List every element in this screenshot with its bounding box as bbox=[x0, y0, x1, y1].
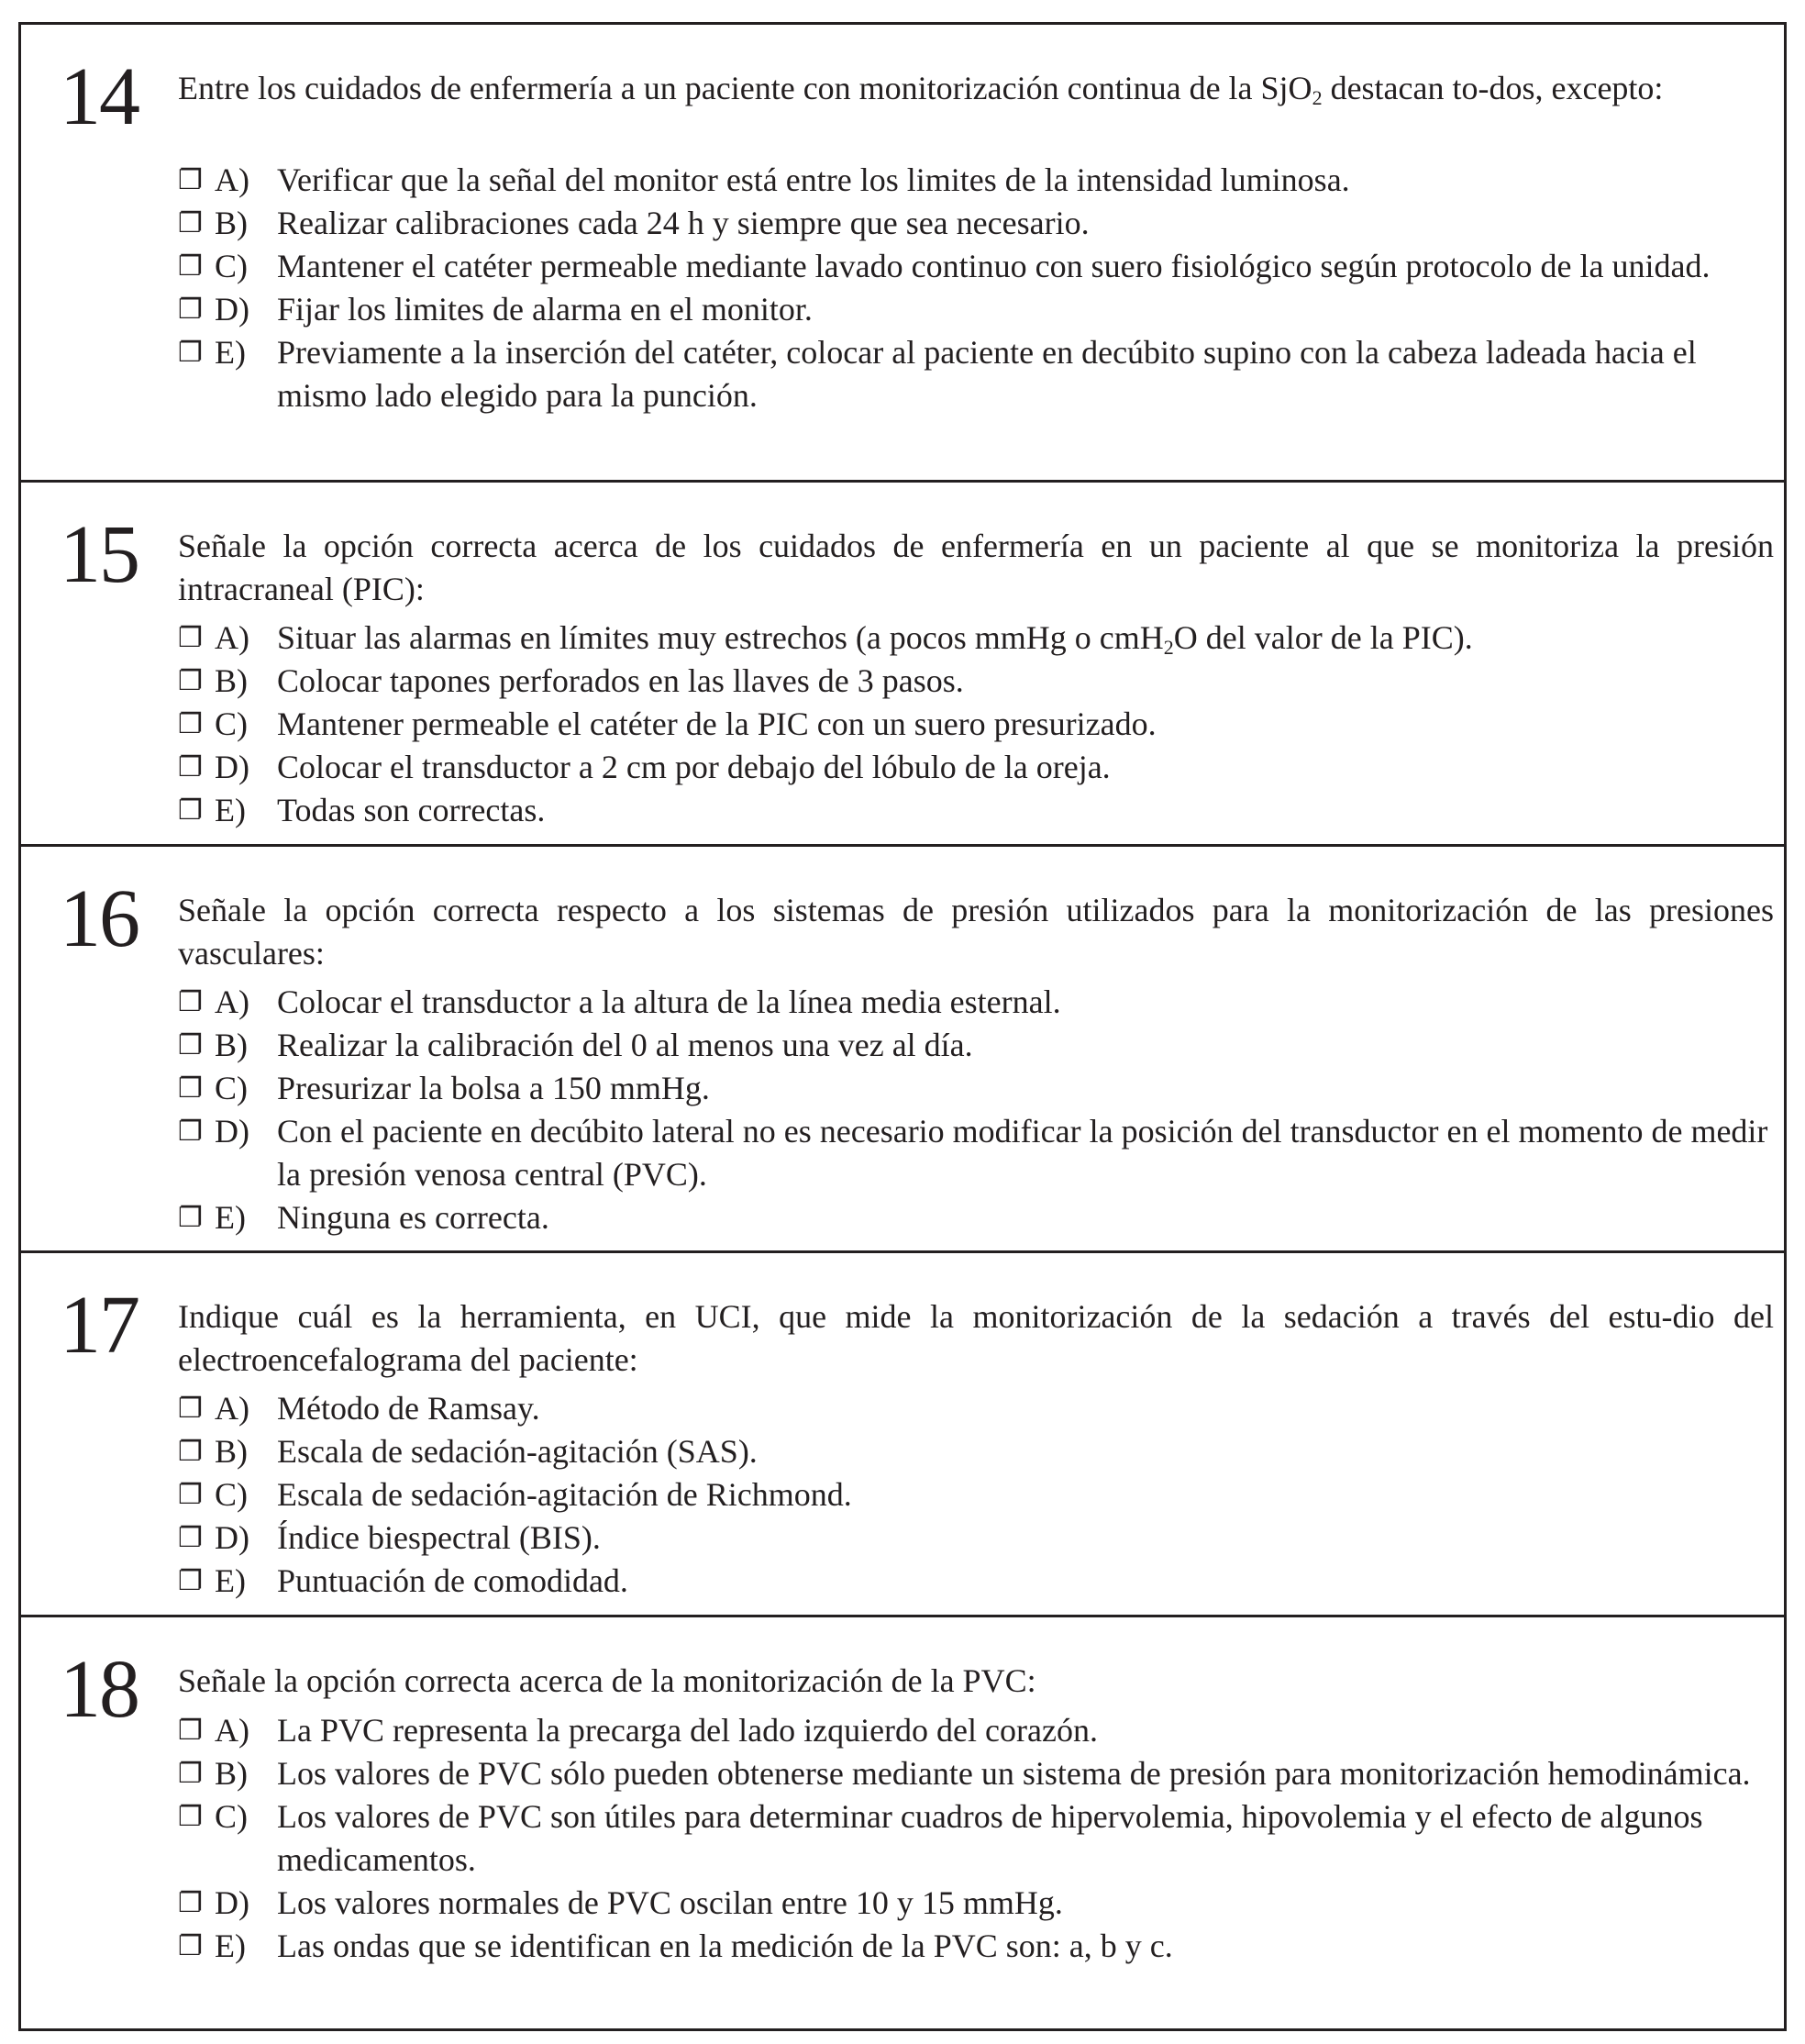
option-text: Realizar la calibración del 0 al menos una vez al día. bbox=[277, 1027, 973, 1063]
checkbox-icon[interactable]: ❐ bbox=[178, 1715, 203, 1747]
option-a[interactable] bbox=[178, 617, 1774, 660]
checkbox-icon[interactable]: ❐ bbox=[178, 622, 203, 654]
checkbox-icon[interactable]: ❐ bbox=[178, 751, 203, 783]
question-number: 15 bbox=[60, 509, 138, 600]
option-letter: C) bbox=[215, 1798, 248, 1835]
option-text: Los valores de PVC son útiles para determinar cuadros de hipervolemia, hipovolemia y el efecto de algunos medicamentos. bbox=[277, 1798, 1703, 1878]
checkbox-icon[interactable]: ❐ bbox=[178, 665, 203, 697]
option-letter: A) bbox=[215, 1712, 249, 1749]
option-text: Verificar que la señal del monitor está entre los limites de la intensidad luminosa. bbox=[277, 161, 1350, 198]
option-c[interactable] bbox=[178, 1067, 1774, 1110]
option-text: Los valores de PVC sólo pueden obtenerse mediante un sistema de presión para monitorización hemodinámica. bbox=[277, 1755, 1751, 1792]
options-list bbox=[178, 617, 1774, 832]
checkbox-icon[interactable]: ❐ bbox=[178, 1072, 203, 1105]
option-text: Presurizar la bolsa a 150 mmHg. bbox=[277, 1070, 710, 1106]
option-e[interactable] bbox=[178, 1925, 1774, 1968]
question-sheet bbox=[18, 22, 1787, 2031]
option-a[interactable] bbox=[178, 1387, 1774, 1430]
option-b[interactable] bbox=[178, 660, 1774, 703]
option-letter: A) bbox=[215, 619, 249, 656]
option-text: Fijar los limites de alarma en el monitor. bbox=[277, 291, 813, 328]
option-letter: C) bbox=[215, 1070, 248, 1106]
question-18 bbox=[21, 1617, 1784, 2028]
option-b[interactable] bbox=[178, 1024, 1774, 1067]
option-text: Realizar calibraciones cada 24 h y siempre que sea necesario. bbox=[277, 205, 1090, 241]
option-text: Método de Ramsay. bbox=[277, 1390, 540, 1427]
checkbox-icon[interactable]: ❐ bbox=[178, 294, 203, 326]
option-letter: D) bbox=[215, 1884, 249, 1921]
checkbox-icon[interactable]: ❐ bbox=[178, 164, 203, 196]
checkbox-icon[interactable]: ❐ bbox=[178, 1887, 203, 1919]
question-number: 14 bbox=[60, 51, 138, 142]
option-letter: B) bbox=[215, 1755, 248, 1792]
option-subscript: 2 bbox=[1163, 636, 1174, 659]
option-letter: B) bbox=[215, 1027, 248, 1063]
option-text: Escala de sedación-agitación (SAS). bbox=[277, 1433, 758, 1470]
checkbox-icon[interactable]: ❐ bbox=[178, 1479, 203, 1511]
question-number: 17 bbox=[60, 1280, 138, 1371]
option-b[interactable] bbox=[178, 1430, 1774, 1473]
checkbox-icon[interactable]: ❐ bbox=[178, 1202, 203, 1234]
checkbox-icon[interactable]: ❐ bbox=[178, 1930, 203, 1962]
checkbox-icon[interactable]: ❐ bbox=[178, 1565, 203, 1597]
options-list bbox=[178, 159, 1774, 417]
checkbox-icon[interactable]: ❐ bbox=[178, 1801, 203, 1833]
option-c[interactable] bbox=[178, 1795, 1774, 1882]
option-text: Con el paciente en decúbito lateral no es necesario modificar la posición del transductor en el momento de medir la presión venosa central (PVC). bbox=[277, 1113, 1768, 1193]
checkbox-icon[interactable]: ❐ bbox=[178, 1758, 203, 1790]
option-letter: A) bbox=[215, 161, 249, 198]
option-letter: B) bbox=[215, 662, 248, 699]
option-letter: E) bbox=[215, 334, 246, 371]
option-letter: E) bbox=[215, 1562, 246, 1599]
options-list bbox=[178, 1387, 1774, 1603]
option-b[interactable] bbox=[178, 202, 1774, 245]
option-text: Las ondas que se identifican en la medición de la PVC son: a, b y c. bbox=[277, 1927, 1173, 1964]
option-e[interactable] bbox=[178, 789, 1774, 832]
options-list bbox=[178, 1709, 1774, 1968]
option-letter: C) bbox=[215, 1476, 248, 1513]
option-text: Índice biespectral (BIS). bbox=[277, 1519, 601, 1556]
checkbox-icon[interactable]: ❐ bbox=[178, 986, 203, 1018]
option-text: Colocar tapones perforados en las llaves de 3 pasos. bbox=[277, 662, 964, 699]
question-stem bbox=[178, 67, 1774, 110]
option-text-end: O del valor de la PIC). bbox=[1173, 619, 1473, 656]
checkbox-icon[interactable]: ❐ bbox=[178, 1522, 203, 1554]
option-text: Escala de sedación-agitación de Richmond. bbox=[277, 1476, 852, 1513]
checkbox-icon[interactable]: ❐ bbox=[178, 794, 203, 827]
option-text: Todas son correctas. bbox=[277, 792, 546, 828]
option-letter: A) bbox=[215, 1390, 249, 1427]
option-letter: C) bbox=[215, 705, 248, 742]
option-letter: D) bbox=[215, 1519, 249, 1556]
option-text: Puntuación de comodidad. bbox=[277, 1562, 628, 1599]
option-letter: E) bbox=[215, 792, 246, 828]
option-text: La PVC representa la precarga del lado izquierdo del corazón. bbox=[277, 1712, 1098, 1749]
question-16 bbox=[21, 847, 1784, 1253]
option-text bbox=[277, 617, 1774, 660]
option-a[interactable] bbox=[178, 1709, 1774, 1752]
option-letter: E) bbox=[215, 1927, 246, 1964]
option-c[interactable] bbox=[178, 703, 1774, 746]
option-c[interactable] bbox=[178, 245, 1774, 288]
option-b[interactable] bbox=[178, 1752, 1774, 1795]
question-14 bbox=[21, 25, 1784, 483]
option-a[interactable] bbox=[178, 159, 1774, 202]
option-d[interactable] bbox=[178, 1110, 1774, 1196]
checkbox-icon[interactable]: ❐ bbox=[178, 207, 203, 239]
checkbox-icon[interactable]: ❐ bbox=[178, 337, 203, 369]
question-stem: Señale la opción correcta acerca de la monitorización de la PVC: bbox=[178, 1662, 1036, 1699]
checkbox-icon[interactable]: ❐ bbox=[178, 1436, 203, 1468]
stem-text: Entre los cuidados de enfermería a un paciente con monitorización continua de la SjO bbox=[178, 70, 1312, 106]
option-text: Colocar el transductor a la altura de la línea media esternal. bbox=[277, 983, 1061, 1020]
option-e[interactable] bbox=[178, 1196, 1774, 1239]
question-stem: Señale la opción correcta acerca de los cuidados de enfermería en un paciente al que se monitoriza la presión intracraneal (PIC): bbox=[178, 528, 1774, 607]
option-letter: B) bbox=[215, 1433, 248, 1470]
option-letter: C) bbox=[215, 248, 248, 284]
option-d[interactable] bbox=[178, 288, 1774, 331]
option-letter: D) bbox=[215, 1113, 249, 1150]
checkbox-icon[interactable]: ❐ bbox=[178, 1116, 203, 1148]
option-text: Ninguna es correcta. bbox=[277, 1199, 549, 1236]
stem-text-continued: destacan to-dos, excepto: bbox=[1322, 70, 1664, 106]
question-number: 16 bbox=[60, 873, 138, 964]
stem-subscript: 2 bbox=[1312, 86, 1323, 109]
option-e[interactable] bbox=[178, 1560, 1774, 1603]
option-letter: A) bbox=[215, 983, 249, 1020]
option-letter: D) bbox=[215, 291, 249, 328]
option-e[interactable] bbox=[178, 331, 1774, 417]
question-stem: Indique cuál es la herramienta, en UCI, que mide la monitorización de la sedación a través del estu-dio del electroencefalograma del paciente: bbox=[178, 1298, 1774, 1378]
checkbox-icon[interactable]: ❐ bbox=[178, 250, 203, 283]
option-text: Previamente a la inserción del catéter, colocar al paciente en decúbito supino con la cabeza ladeada hacia el mismo lado elegido para la punción. bbox=[277, 334, 1697, 414]
option-letter: D) bbox=[215, 749, 249, 785]
option-letter: B) bbox=[215, 205, 248, 241]
option-text: Colocar el transductor a 2 cm por debajo del lóbulo de la oreja. bbox=[277, 749, 1111, 785]
option-a[interactable] bbox=[178, 981, 1774, 1024]
option-text-start: Situar las alarmas en límites muy estrechos (a pocos mmHg o cmH bbox=[277, 619, 1164, 656]
option-d[interactable] bbox=[178, 746, 1774, 789]
option-text: Mantener el catéter permeable mediante lavado continuo con suero fisiológico según protocolo de la unidad. bbox=[277, 248, 1711, 284]
options-list bbox=[178, 981, 1774, 1239]
checkbox-icon[interactable]: ❐ bbox=[178, 1393, 203, 1425]
question-stem: Señale la opción correcta respecto a los sistemas de presión utilizados para la monitorización de las presiones vasculares: bbox=[178, 892, 1774, 972]
option-text: Mantener permeable el catéter de la PIC con un suero presurizado. bbox=[277, 705, 1157, 742]
option-text: Los valores normales de PVC oscilan entre 10 y 15 mmHg. bbox=[277, 1884, 1063, 1921]
option-c[interactable] bbox=[178, 1473, 1774, 1516]
question-number: 18 bbox=[60, 1644, 138, 1735]
checkbox-icon[interactable]: ❐ bbox=[178, 1029, 203, 1061]
question-17 bbox=[21, 1253, 1784, 1617]
option-d[interactable] bbox=[178, 1516, 1774, 1560]
option-d[interactable] bbox=[178, 1882, 1774, 1925]
question-15 bbox=[21, 483, 1784, 847]
option-letter: E) bbox=[215, 1199, 246, 1236]
checkbox-icon[interactable]: ❐ bbox=[178, 708, 203, 740]
